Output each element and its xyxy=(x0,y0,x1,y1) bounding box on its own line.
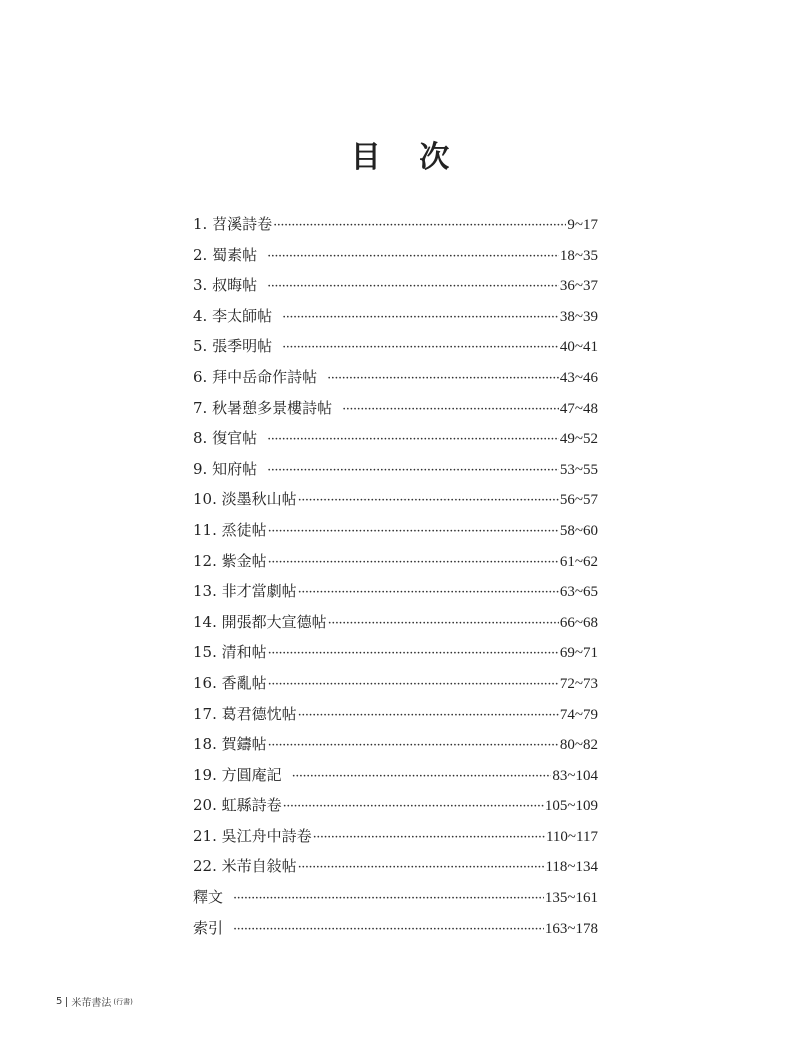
toc-entry-pages: 118~134 xyxy=(545,859,598,876)
footer-book-subtitle: (行書) xyxy=(113,997,133,1006)
toc-entry-leader xyxy=(298,853,545,884)
toc-entry-pages: 36~37 xyxy=(559,278,598,295)
toc-entry-label: 釋文 xyxy=(193,888,224,907)
toc-entry[interactable] xyxy=(193,637,598,668)
toc-entry[interactable] xyxy=(193,209,598,240)
toc-entry-label: 15. 清和帖 xyxy=(193,643,267,662)
toc-entry-pages: 83~104 xyxy=(552,767,598,784)
toc-entry-pages: 110~117 xyxy=(545,828,598,845)
footer-book-title: 米芾書法 xyxy=(71,998,112,1009)
toc-entry-label: 12. 紫金帖 xyxy=(193,551,267,570)
toc-entry-label: 1. 苕溪詩卷 xyxy=(193,215,273,233)
toc-entry-leader xyxy=(268,517,559,548)
toc-entry-pages: 72~73 xyxy=(559,675,598,692)
toc-entry-pages: 49~52 xyxy=(559,431,598,448)
toc-entry-leader xyxy=(267,242,559,273)
toc-entry[interactable] xyxy=(193,240,598,271)
toc-entry-label: 13. 非才當劇帖 xyxy=(193,582,297,601)
toc-entry-label: 6. 拜中岳命作詩帖 xyxy=(193,367,318,386)
toc-entry-pages: 69~71 xyxy=(559,645,598,662)
toc-entry[interactable] xyxy=(193,851,598,882)
toc-entry-label: 2. 蜀素帖 xyxy=(193,245,258,264)
toc-entry-pages: 63~65 xyxy=(559,584,598,601)
toc-entry-pages: 61~62 xyxy=(559,553,598,570)
toc-entry-label: 7. 秋暑憩多景樓詩帖 xyxy=(193,398,333,417)
toc-entry-leader xyxy=(267,272,559,303)
toc-entry-leader xyxy=(273,211,566,242)
toc-entry[interactable] xyxy=(193,393,598,424)
footer-divider xyxy=(66,997,67,1007)
toc-entry[interactable] xyxy=(193,331,598,362)
toc-entry-pages: 66~68 xyxy=(559,614,598,631)
toc-entry-leader xyxy=(328,609,559,640)
toc-entry[interactable] xyxy=(193,362,598,393)
toc-entry[interactable] xyxy=(193,576,598,607)
toc-entry-pages: 163~178 xyxy=(544,920,598,937)
toc-entry-pages: 38~39 xyxy=(559,308,598,325)
toc-entry-pages: 135~161 xyxy=(544,890,598,907)
toc-entry-label: 19. 方圓庵記 xyxy=(193,765,282,784)
toc-entry-label: 9. 知府帖 xyxy=(193,459,258,478)
toc-entry[interactable] xyxy=(193,729,598,760)
toc-entry-leader xyxy=(268,548,559,579)
toc-entry[interactable] xyxy=(193,546,598,577)
page-title: 目 次 xyxy=(350,140,464,176)
toc-entry[interactable] xyxy=(193,913,598,944)
toc-entry-leader xyxy=(267,425,559,456)
toc-entry-pages: 40~41 xyxy=(559,339,598,356)
toc-entry-leader xyxy=(282,333,559,364)
toc-entry-label: 11. 烝徒帖 xyxy=(193,520,267,539)
toc-entry[interactable] xyxy=(193,699,598,730)
toc-entry[interactable] xyxy=(193,515,598,546)
toc-entry-pages: 80~82 xyxy=(559,737,598,754)
toc-entry-label: 5. 張季明帖 xyxy=(193,337,273,356)
toc-entry-pages: 9~17 xyxy=(567,217,598,233)
toc-entry-leader xyxy=(268,639,559,670)
toc-entry-label: 18. 賀鑄帖 xyxy=(193,735,267,754)
toc-entry-leader xyxy=(268,670,559,701)
toc-entry[interactable] xyxy=(193,760,598,791)
toc-entry-label: 4. 李太師帖 xyxy=(193,306,273,325)
toc-entry-label: 17. 葛君德忱帖 xyxy=(193,704,297,723)
toc-entry-leader xyxy=(268,731,559,762)
toc-entry-label: 8. 復官帖 xyxy=(193,429,258,448)
toc-entry-leader xyxy=(233,915,544,946)
toc-entry-leader xyxy=(283,792,544,823)
toc-entry-label: 10. 淡墨秋山帖 xyxy=(193,490,297,509)
table-of-contents xyxy=(193,209,598,943)
toc-entry-label: 16. 香亂帖 xyxy=(193,673,267,692)
toc-entry-pages: 47~48 xyxy=(559,400,598,417)
toc-entry-pages: 105~109 xyxy=(544,798,598,815)
page-footer xyxy=(56,994,133,1009)
footer-page-number: 5 xyxy=(56,996,63,1007)
toc-entry-pages: 43~46 xyxy=(559,369,598,386)
toc-entry-leader xyxy=(267,456,559,487)
toc-entry-leader xyxy=(327,364,559,395)
toc-entry[interactable] xyxy=(193,423,598,454)
toc-entry[interactable] xyxy=(193,882,598,913)
toc-entry-leader xyxy=(233,884,544,915)
toc-entry-leader xyxy=(298,578,559,609)
toc-entry[interactable] xyxy=(193,270,598,301)
toc-entry-pages: 53~55 xyxy=(559,461,598,478)
toc-entry-label: 14. 開張都大宣德帖 xyxy=(193,612,327,631)
toc-entry-leader xyxy=(298,486,559,517)
toc-entry-leader xyxy=(342,395,559,426)
toc-entry-label: 3. 叔晦帖 xyxy=(193,276,258,295)
toc-entry-label: 索引 xyxy=(193,918,224,937)
toc-entry-pages: 58~60 xyxy=(559,522,598,539)
toc-entry[interactable] xyxy=(193,454,598,485)
toc-entry[interactable] xyxy=(193,821,598,852)
toc-entry-pages: 18~35 xyxy=(559,247,598,264)
toc-entry-label: 20. 虹縣詩卷 xyxy=(193,796,282,815)
toc-entry-leader xyxy=(292,762,552,793)
toc-entry-label: 22. 米芾自敍帖 xyxy=(193,857,297,876)
toc-entry-leader xyxy=(282,303,559,334)
toc-entry-label: 21. 吳江舟中詩卷 xyxy=(193,826,312,845)
toc-entry[interactable] xyxy=(193,607,598,638)
toc-entry[interactable] xyxy=(193,301,598,332)
toc-entry-leader xyxy=(298,701,559,732)
toc-entry[interactable] xyxy=(193,668,598,699)
toc-entry-pages: 74~79 xyxy=(559,706,598,723)
toc-entry-leader xyxy=(313,823,545,854)
toc-entry-pages: 56~57 xyxy=(559,492,598,509)
toc-entry[interactable] xyxy=(193,484,598,515)
toc-entry[interactable] xyxy=(193,790,598,821)
